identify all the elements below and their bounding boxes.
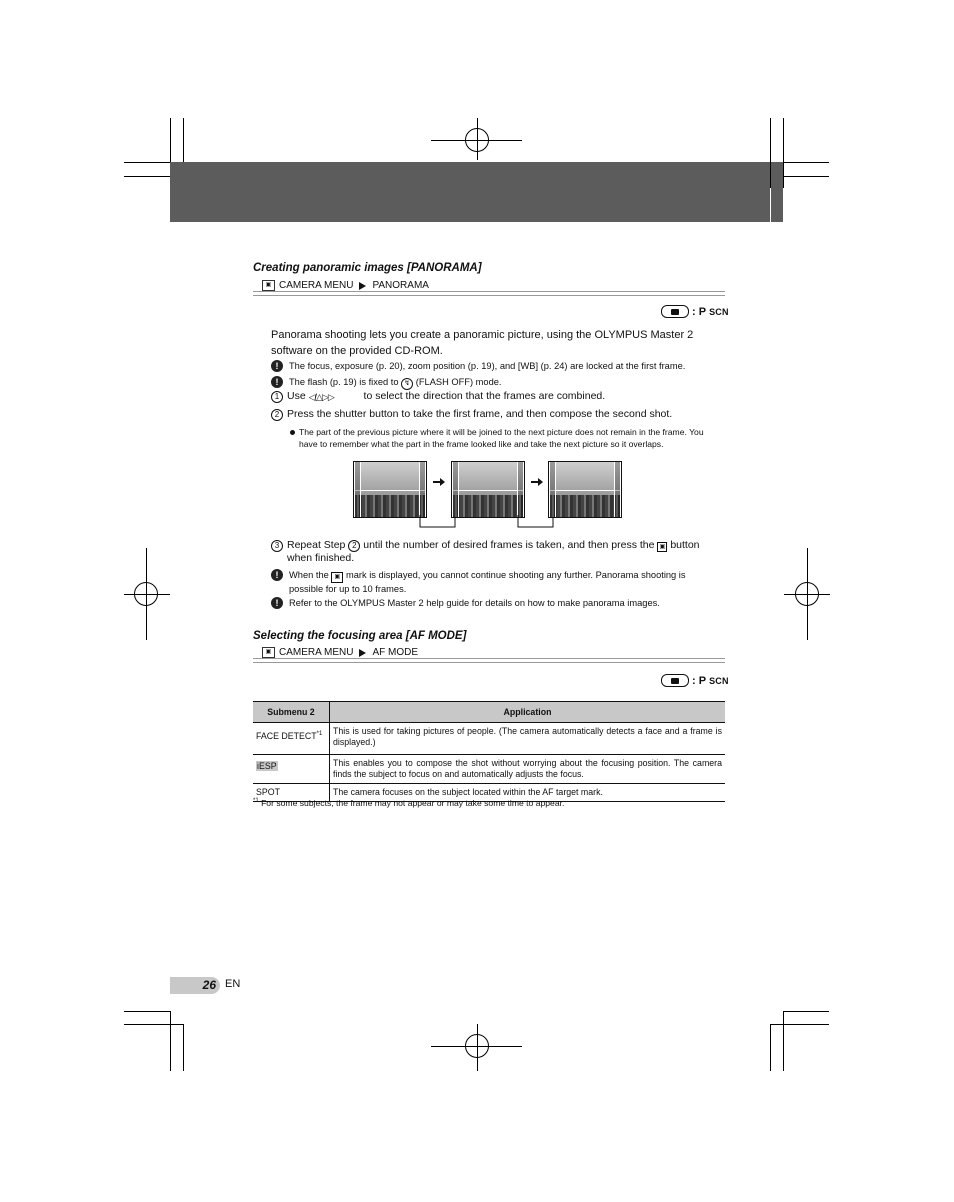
camera-menu-icon: ▣ — [262, 280, 275, 291]
note — [271, 597, 721, 609]
column-header: Application — [330, 702, 726, 723]
mode-label: : P — [692, 674, 707, 687]
shooting-modes — [661, 674, 729, 687]
panorama-frame — [548, 461, 622, 518]
language-label: EN — [225, 978, 241, 990]
step-reference: 2 — [348, 540, 360, 552]
registration-mark — [465, 128, 489, 152]
section-title: Creating panoramic images [PANORAMA] — [253, 262, 482, 274]
crop-mark — [783, 118, 784, 188]
crop-mark — [183, 1024, 184, 1071]
chapter-header-band — [170, 162, 770, 222]
arrow-right-icon — [359, 649, 366, 657]
crop-mark — [124, 162, 170, 163]
bullet-note — [290, 426, 720, 450]
note — [271, 360, 721, 372]
step-text: button when finished. — [287, 539, 700, 564]
menu-path — [262, 647, 418, 658]
step — [271, 539, 721, 565]
submenu-value: FACE DETECT — [256, 730, 317, 741]
page-number: 26 — [170, 977, 220, 994]
note — [271, 569, 721, 595]
submenu-value: SPOT — [253, 784, 330, 802]
crop-mark — [124, 1011, 170, 1012]
panorama-frame — [353, 461, 427, 518]
panorama-frame — [451, 461, 525, 518]
divider — [253, 291, 725, 296]
caution-icon: ! — [271, 360, 283, 372]
crop-mark — [770, 1024, 771, 1071]
note-text: When the — [289, 570, 329, 580]
overlap-connector — [418, 515, 558, 529]
intro-paragraph: Panorama shooting lets you create a panoramic picture, using the OLYMPUS Master 2 software on the provided CD-ROM. — [271, 329, 694, 357]
arrow-right-icon — [359, 282, 366, 290]
application-text: This enables you to compose the shot without worrying about the focusing position. The camera finds the subject to focus on and automatically adjusts the focus. — [330, 755, 726, 784]
registration-mark — [465, 1034, 489, 1058]
step-text: Use — [287, 390, 306, 402]
mode-label: : P — [692, 305, 707, 318]
crop-mark — [770, 1024, 829, 1025]
arrow-right-icon — [531, 481, 539, 483]
crop-mark — [783, 162, 829, 163]
submenu-value: iESP — [257, 761, 277, 771]
step — [271, 408, 721, 421]
frame-limit-icon: ▣ — [331, 572, 343, 583]
application-text: The camera focuses on the subject located within the AF target mark. — [330, 784, 726, 802]
registration-mark — [134, 582, 158, 606]
arrow-pad-icon: ◁/△▷▷ — [308, 392, 334, 402]
step-number: 2 — [271, 409, 283, 421]
crop-mark — [124, 1024, 184, 1025]
step — [271, 390, 721, 403]
step-text: Repeat Step — [287, 539, 346, 551]
bullet-icon — [290, 430, 295, 435]
caution-icon: ! — [271, 569, 283, 581]
note-text: (FLASH OFF) mode. — [415, 377, 502, 387]
note-text: The flash (p. 19) is fixed to — [289, 377, 399, 387]
footnote-text: For some subjects, the frame may not appear or may take some time to appear. — [261, 798, 565, 808]
note-text: Refer to the OLYMPUS Master 2 help guide for details on how to make panorama images. — [289, 598, 660, 608]
table-row — [253, 723, 725, 755]
menu-button-icon: ▣ — [657, 542, 667, 552]
footnote-ref: *1 — [316, 731, 323, 737]
note-text: The focus, exposure (p. 20), zoom position (p. 19), and [WB] (p. 24) are locked at the first frame. — [289, 361, 686, 371]
step-text: Press the shutter button to take the first frame, and then compose the second shot. — [287, 408, 673, 420]
shooting-modes — [661, 305, 729, 318]
arrow-right-icon — [433, 481, 441, 483]
application-text: This is used for taking pictures of people. (The camera automatically detects a face and a frame is displayed.) — [330, 723, 726, 755]
crop-mark — [783, 1011, 829, 1012]
step-text: until the number of desired frames is taken, and then press the — [363, 539, 655, 551]
camera-mode-icon — [661, 305, 689, 318]
table-header-row — [253, 702, 725, 723]
menu-name: CAMERA MENU — [279, 280, 354, 291]
scn-label: SCN — [709, 306, 729, 317]
registration-mark — [795, 582, 819, 606]
section-title: Selecting the focusing area [AF MODE] — [253, 630, 467, 642]
note-text: mark is displayed, you cannot continue shooting any further. Panorama shooting is possible for up to 10 frames. — [289, 570, 686, 594]
bullet-text: The part of the previous picture where it will be joined to the next picture does not remain in the frame. You have to remember what the part in the frame looked like and take the next picture so it overlaps. — [299, 427, 704, 449]
scn-label: SCN — [709, 675, 729, 686]
menu-item: PANORAMA — [372, 280, 429, 291]
footnote — [253, 798, 564, 808]
footnote-mark: *1 — [253, 798, 259, 805]
camera-mode-icon — [661, 674, 689, 687]
flash-off-icon: ↯ — [401, 378, 413, 390]
caution-icon: ! — [271, 376, 283, 388]
crop-mark — [170, 1011, 171, 1071]
crop-mark — [783, 1011, 784, 1071]
menu-path — [262, 280, 429, 291]
step-text: to select the direction that the frames are combined. — [363, 390, 606, 402]
table-row — [253, 755, 725, 784]
step-number: 1 — [271, 391, 283, 403]
camera-menu-icon: ▣ — [262, 647, 275, 658]
menu-item: AF MODE — [372, 647, 419, 658]
caution-icon: ! — [271, 597, 283, 609]
chapter-header-band — [771, 162, 783, 222]
note — [271, 376, 721, 390]
step-number: 3 — [271, 540, 283, 552]
column-header: Submenu 2 — [253, 702, 330, 723]
divider — [253, 658, 725, 663]
menu-name: CAMERA MENU — [279, 647, 354, 658]
